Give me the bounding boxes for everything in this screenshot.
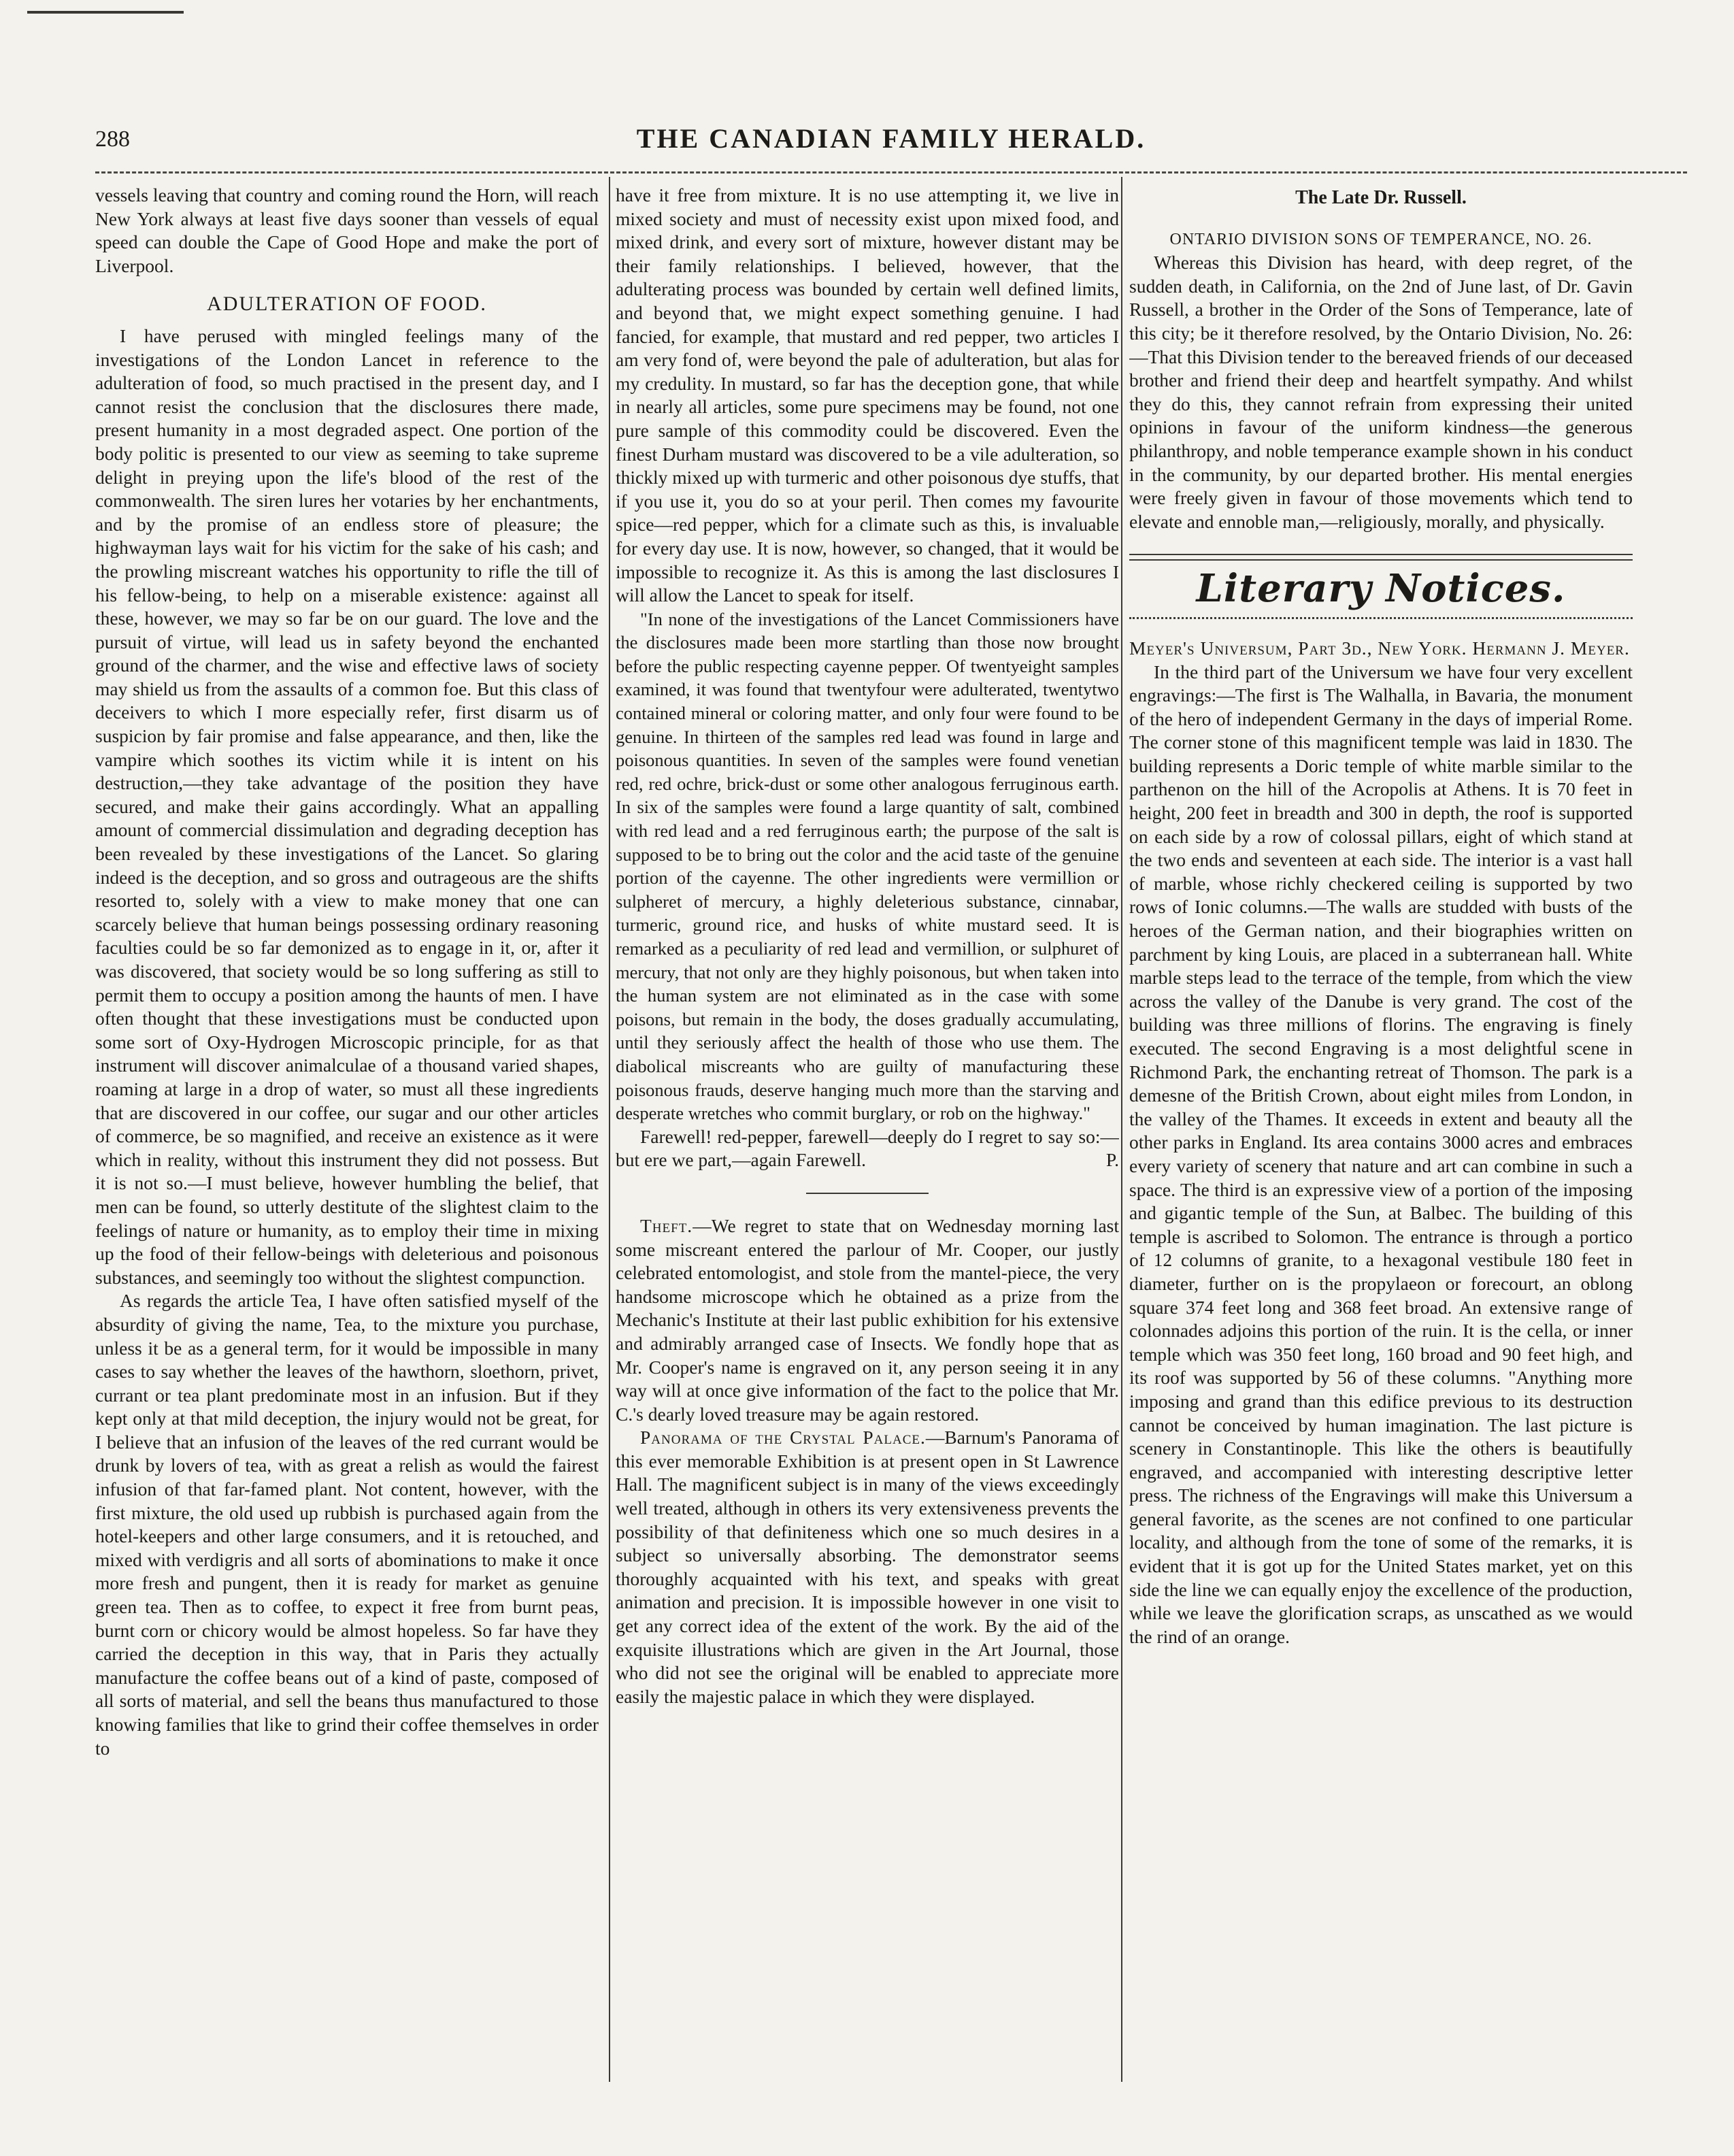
- column-divider-2: [1121, 177, 1122, 2082]
- page-number: 288: [95, 127, 130, 152]
- header-rule: [95, 171, 1687, 173]
- article-heading-adulteration: ADULTERATION OF FOOD.: [207, 293, 487, 316]
- page-header: [95, 122, 1687, 163]
- column-3: [1129, 184, 1633, 2075]
- meyer-review: In the third part of the Universum we have four very excellent engravings:—The first is The Walhalla, in Bavaria, the monument of the hero of independent Germany in the days of imperial Rome. The corner stone of this magnificent temple was laid in 1830. The building represents a Doric temple of white marble similar to the parthenon on the hill of the Acropolis at Athens. It is 70 feet in height, 200 feet in breadth and 300 in depth, the roof is supported on each side by a row of colossal pillars, eight of which stand at the two ends and seventeen at each side. The interior is a vast hall of marble, whose richly checkered ceiling is supported by two rows of Ionic columns.—The walls are studded with busts of the heroes of the German nation, and their biographies written on parchment by king Louis, are placed in a subterranean hall. White marble steps lead to the terrace of the temple, from which the view across the valley of the Danube is very grand. The cost of the building was three millions of florins. The engraving is finely executed. The second Engraving is a most delightful scene in Richmond Park, the enchanting retreat of Thomson. The park is a demesne of the British Crown, about eight miles from London, in the valley of the Thames. It exceeds in extent and beauty all the other parks in England. Its area contains 3000 acres and embraces every variety of scenery that nature and art can combine in such a space. The third is an expressive view of a portion of the imposing and gigantic temple of the Sun, at Balbec. The building of this temple is ascribed to Solomon. The entrance is through a portico of 12 columns of granite, to a hexagonal vestibule 180 feet in diameter, further on is the propylaeon or forecourt, an oblong square 374 feet long and 368 feet broad. An extensive range of colonnades adjoins this portion of the ruin. It is the cella, or inner temple which was 350 feet long, 160 broad and 90 feet high, and its roof was supported by 56 of these columns. "Anything more imposing and grand than this edifice previous to its destruction cannot be conceived by human imagination. The last picture is scenery in Constantinople. This like the others is beautifully engraved, and accompanied with interesting descriptive letter press. The richness of the Engravings will make this Universum a general favorite, as the scenes are not confined to one particular locality, and although from the tone of some of the remarks, it is evident that it is got up for the United States market, yet on this side the line we can equally enjoy the excellence of the production, while we leave the glorification scraps, as unscathed as we would the rind of an orange.: [1129, 661, 1633, 1647]
- running-title: THE CANADIAN FAMILY HERALD.: [636, 123, 1146, 154]
- literary-notices-heading: Literary Notices.: [1196, 566, 1566, 612]
- section-double-rule: [1129, 554, 1633, 561]
- theft-text: —We regret to state that on Wednesday morning last some miscreant entered the parlour of Mr. Cooper, our justly celebrated entomologist, and stole from the mantel-piece, the very handsome microscope which he obtained as a prize from the Mechanic's Institute at their last public exhibition for his extensive and admirably arranged case of Insects. We fondly hope that as Mr. Cooper's name is engraved on it, any person seeing it in any way will at once give information of the fact to the police that Mr. C.'s dearly loved treasure may be again restored.: [616, 1214, 1119, 1425]
- farewell-text: Farewell! red-pepper, farewell—deeply do I regret to say so:—but ere we part,—again Farewell.: [616, 1125, 1119, 1171]
- scan-mark: [27, 11, 184, 14]
- panorama-text: —Barnum's Panorama of this ever memorable Exhibition is at present open in St Lawrence Hall. The magnificent subject is in many of the views exceedingly well treated, although in others its very extensiveness prevents the possibility of that definiteness which one so much desires in a subject so universally absorbing. The demonstrator seems thoroughly acquainted with his text, and speaks with great animation and precision. It is impossible however in one visit to get any correct idea of the extent of the work. By the aid of the exquisite illustrations which are given in the Art Journal, those who did not see the original will be enabled to appreciate more easily the majestic palace in which they were displayed.: [616, 1427, 1119, 1707]
- author-initial: P.: [1105, 1149, 1119, 1171]
- theft-notice: [616, 1214, 1119, 1426]
- meyer-title: Meyer's Universum, Part 3d., New York. Hermann J. Meyer.: [1129, 637, 1630, 659]
- article-paragraph: I have perused with mingled feelings many of the investigations of the London Lancet in reference to the adulteration of food, so much practised in the present day, and I cannot resist the conclusion that the disclosures there made, present humanity in a most degraded aspect. One portion of the body politic is presented to our view as seeming to take supreme delight in preying upon the life's blood of the rest of the commonwealth. The siren lures her votaries by her enchantments, and by the promise of an endless store of pleasure; the highwayman lays wait for his victim for the sake of his cash; and the prowling miscreant watches his opportunity to rifle the till of his fellow-being, to help on a miserable existence: against all these, however, we may so far be on our guard. The love and the pursuit of virtue, will lead us in safety beyond the enchanted ground of the charmer, and the wise and effective laws of society may shield us from the assaults of a common foe. But this class of deceivers to which I more especially refer, first disarm us of suspicion by fair promise and false appearance, and then, like the vampire which soothes its victim while it is intent on his destruction,—they take advantage of the position they have secured, and make their gains accordingly. What an appalling amount of commercial dissimulation and degrading deception has been revealed by these investigations of the Lancet. So glaring indeed is the deception, and so gross and outrageous are the shifts resorted to, solely with a view to make money that one can scarcely believe that human beings possessing ordinary reasoning faculties could be so far demonized as to engage in it, or, after it was discovered, that society would be so long suffering as still to permit them to occupy a position among the haunts of men. I have often thought that these investigations must be conducted upon some sort of Oxy-Hydrogen Microscopic principle, for as that instrument will discover animalculae of a thousand varied shapes, roaming at large in a drop of water, so must all these ingredients that are discovered in our coffee, our sugar and our other articles of commerce, be so magnified, and receive an existence as it were which in reality, without this instrument they did not possess. But it is not so.—I must believe, however humbling the belief, that men can be found, so utterly destitute of the slightest claim to the feelings of nature or humanity, as to employ their time in mixing up the food of their fellow-beings with deleterious and poisonous substances, and seemingly too without the slightest compunction.: [95, 325, 599, 1288]
- panorama-notice: [616, 1426, 1119, 1708]
- panorama-label: Panorama of the Crystal Palace.: [640, 1427, 926, 1448]
- theft-label: Theft.: [640, 1214, 693, 1236]
- resolution-paragraph: Whereas this Division has heard, with deep regret, of the sudden death, in California, on the 2nd of June last, of Dr. Gavin Russell, a brother in the Order of the Sons of Temperance, late of this city; be it therefore resolved, by the Ontario Division, No. 26:—That this Division tender to the bereaved friends of our deceased brother and friend their deep and heartfelt sympathy. And whilst they do this, they cannot refrain from expressing their united opinions in favour of the uniform kindness—the generous philanthropy, and noble temperance example shown in his conduct in the community, by our departed brother. His mental energies were freely given in favour of those movements which tend to elevate and ennoble man,—religiously, morally, and physically.: [1129, 252, 1633, 532]
- article-paragraph: As regards the article Tea, I have often satisfied myself of the absurdity of giving the name, Tea, to the mixture you purchase, unless it be as a general term, for it would be impossible in many cases to say whether the leaves of the hawthorn, sloethorn, privet, currant or tea plant predominate most in an infusion. But if they kept only at that mild deception, the injury would not be great, for I believe that an infusion of the leaves of the red currant would be drunk by lovers of tea, with as great a relish as would the fairest infusion of that far-famed plant. Not content, however, with the first mixture, the old used up rubbish is purchased again from the hotel-keepers and other large consumers, and it is retouched, and mixed with verdigris and all sorts of abominations to make it once more fresh and pungent, then it is ready for market as genuine green tea. Then as to coffee, to expect it free from burnt peas, burnt corn or chicory would be almost hopeless. So far have they carried the deception in this way, that in Paris they actually manufacture the coffee beans out of a kind of paste, composed of all sorts of material, and sell the beans thus manufactured to those knowing families that like to grind their coffee themselves in order to: [95, 1290, 599, 1759]
- ornamental-rule: [1129, 610, 1633, 619]
- column-1: [95, 184, 599, 2075]
- section-rule: [806, 1193, 929, 1194]
- continued-paragraph: have it free from mixture. It is no use attempting it, we live in mixed society and must of necessity exist upon mixed food, and mixed drink, and every sort of mixture, however distant may be their family relationships. I believed, however, that the adulterating process was bounded by certain well defined limits, and beyond that, we might expect something genuine. I had fancied, for example, that mustard and red pepper, two articles I am very fond of, were beyond the pale of adulteration, but alas for my credulity. In mustard, so far has the deception gone, that while in nearly all articles, some pure specimens may be found, not one pure sample of this commodity could be discovered. Even the finest Durham mustard was discovered to be a vile adulteration, so thickly mixed up with turmeric and other poisonous dye stuffs, that if you use it, you do so at your peril. Then comes my favourite spice—red pepper, which for a climate such as this, is invaluable for every day use. It is now, however, so changed, that it would be impossible to recognize it. As this is among the last disclosures I will allow the Lancet to speak for itself.: [616, 184, 1119, 606]
- russell-title: The Late Dr. Russell.: [1295, 187, 1467, 208]
- division-line: ONTARIO DIVISION SONS OF TEMPERANCE, NO. 26.: [1169, 230, 1593, 248]
- continued-paragraph: vessels leaving that country and coming round the Horn, will reach New York always at least five days sooner than vessels of equal speed can double the Cape of Good Hope and make the port of Liverpool.: [95, 184, 599, 276]
- column-2: [616, 184, 1119, 2075]
- column-divider-1: [609, 177, 610, 2082]
- farewell-line: [616, 1125, 1119, 1172]
- lancet-quote: [616, 608, 1119, 1125]
- quote-paragraph: "In none of the investigations of the Lancet Commissioners have the disclosures made been more startling than those now brought before the public respecting cayenne pepper. Of twentyeight samples examined, it was found that twentyfour were adulterated, twentytwo contained mineral or coloring matter, and only four were found to be genuine. In thirteen of the samples red lead was found in large and poisonous quantities. In seven of the samples were found venetian red, red ochre, brick-dust or some other analogous ferruginous earth. In six of the samples were found a large quantity of salt, combined with red lead and a red ferruginous earth; the purpose of the salt is supposed to be to bring out the color and the acid taste of the genuine portion of the cayenne. The other ingredients were vermillion or sulpheret of mercury, a highly deleterious substance, cinnabar, turmeric, ground rice, and husks of white mustard seed. It is remarked as a peculiarity of red lead and vermillion, or sulphuret of mercury, that not only are they highly poisonous, but when taken into the human system are not eliminated as in the case with some poisons, but remain in the body, the doses gradually accumulating, until they seriously affect the health of those who use them. The diabolical miscreants who are guilty of manufacturing these poisonous frauds, deserve hanging much more than the starving and desperate wretches who commit burglary, or rob on the highway.": [616, 608, 1119, 1124]
